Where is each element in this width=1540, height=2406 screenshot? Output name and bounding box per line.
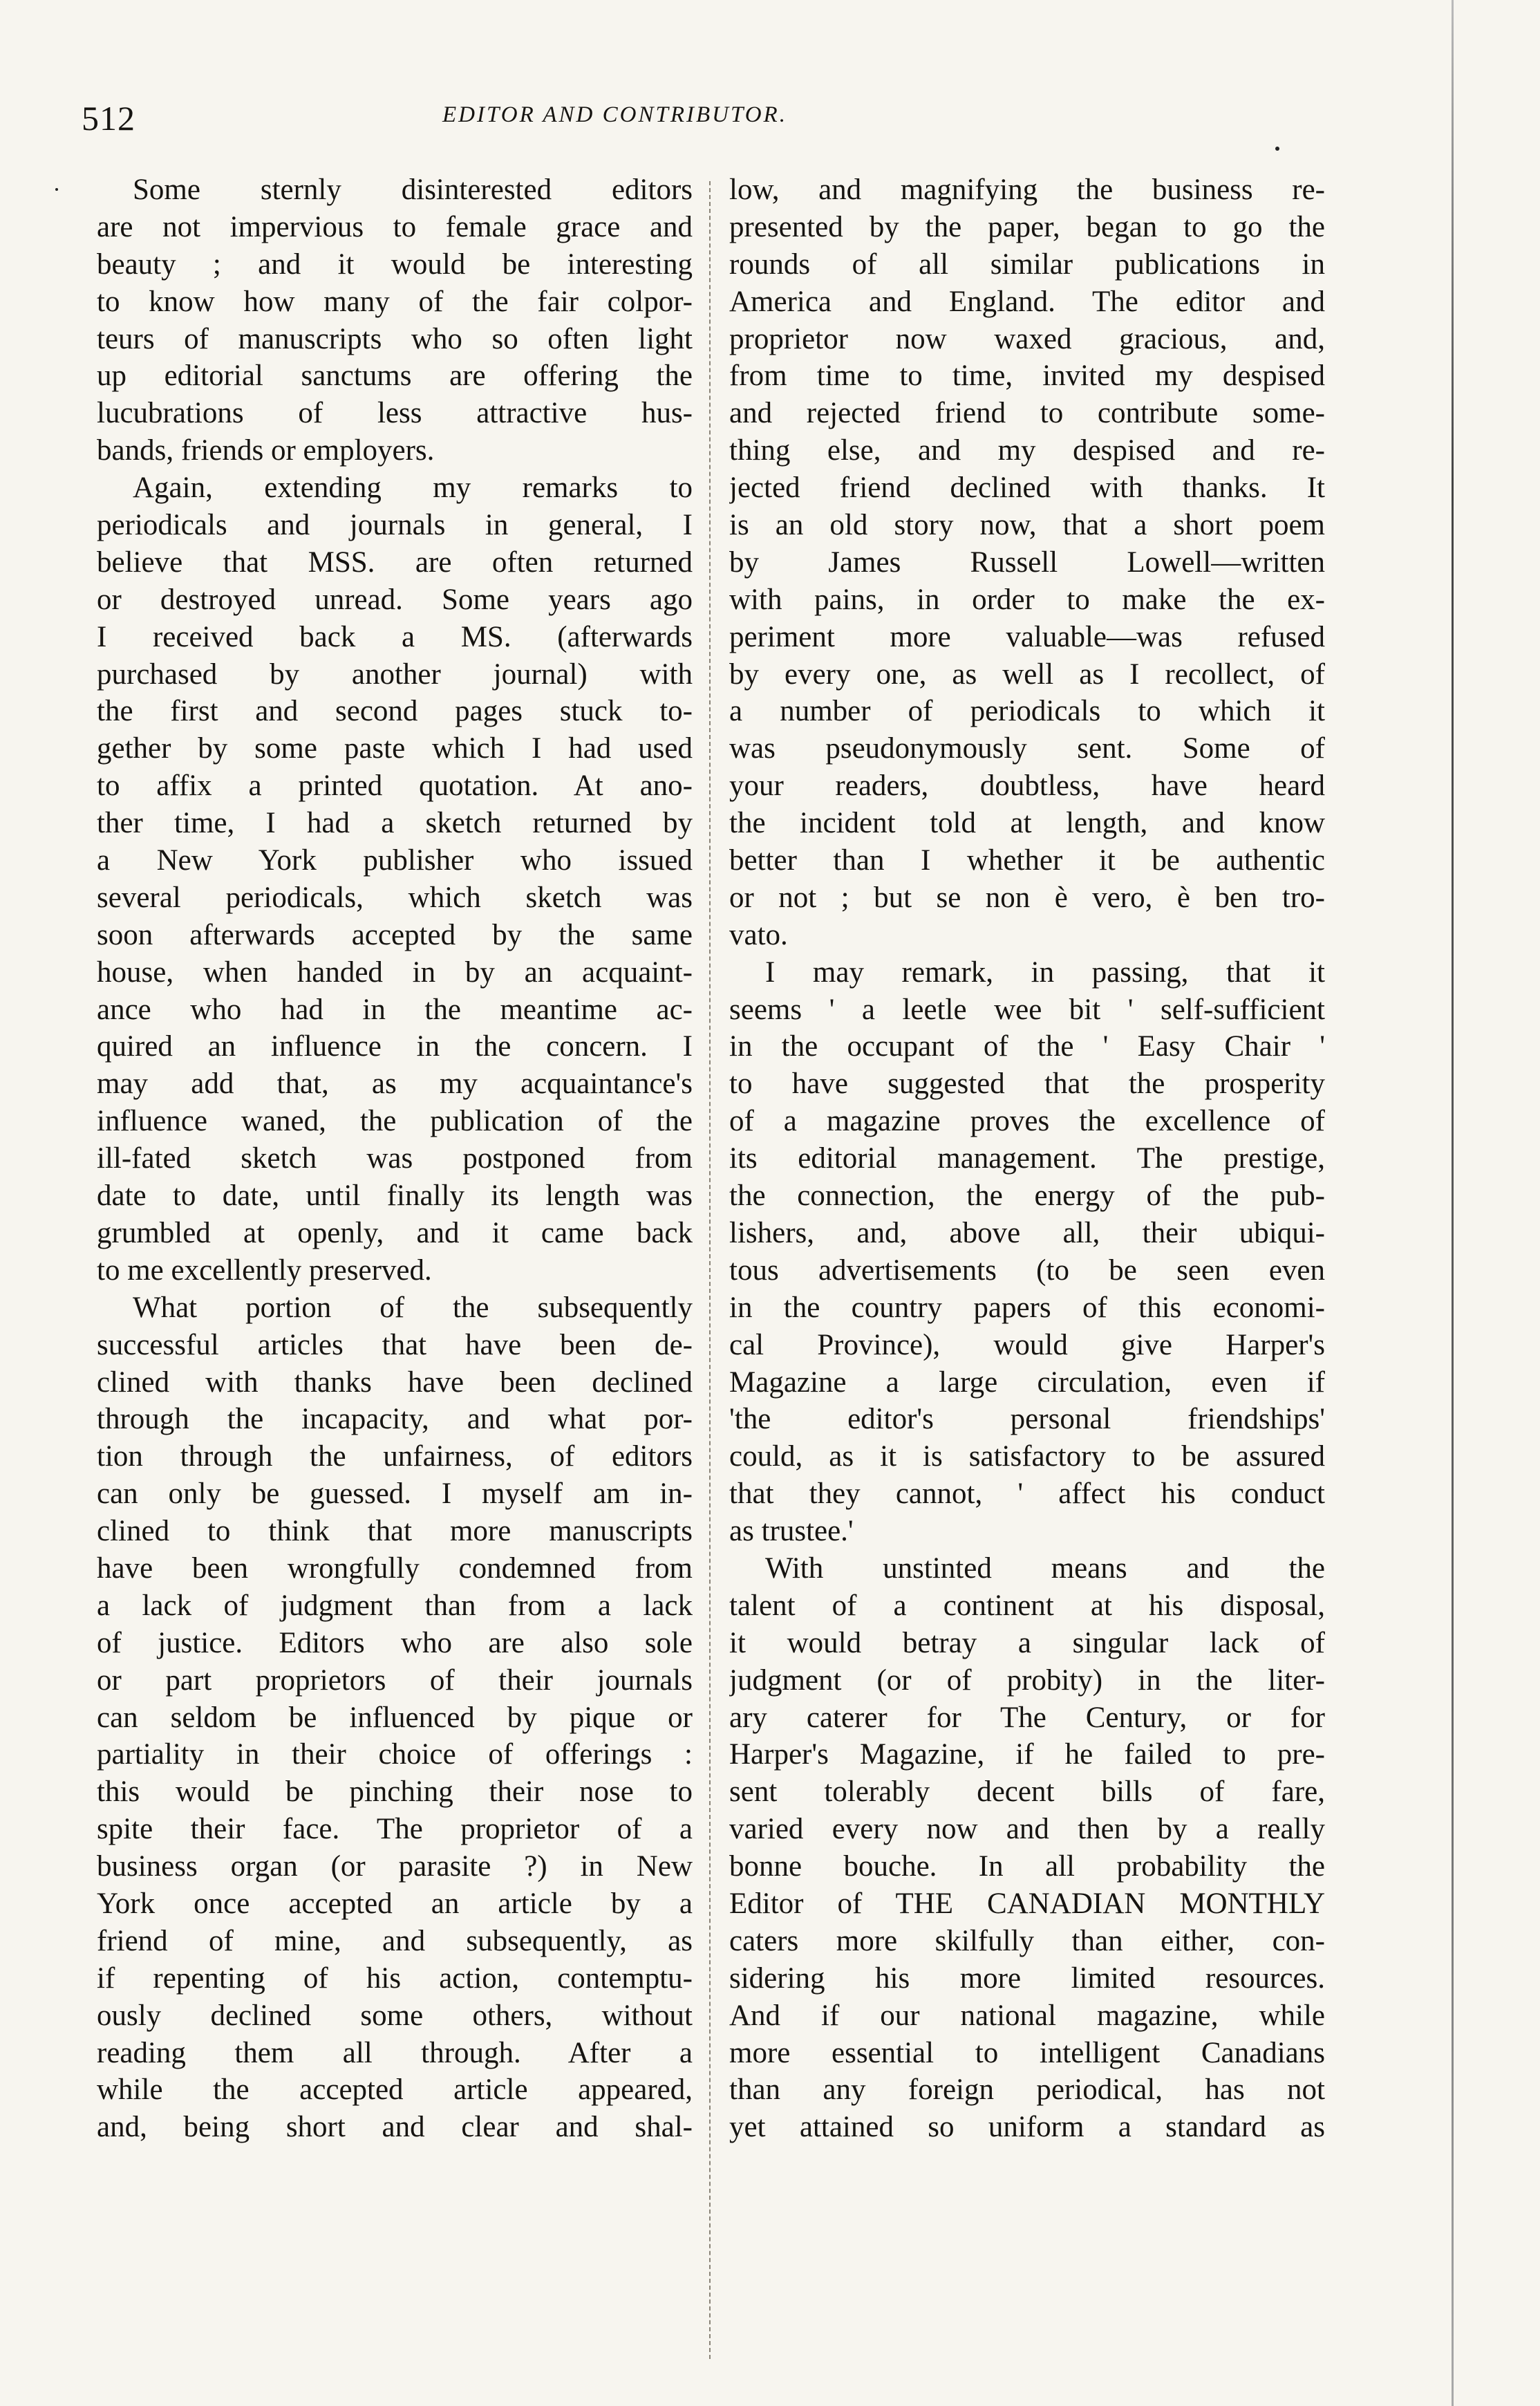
column-rule [709, 181, 711, 2359]
text-line: date to date, until finally its length was [97, 1179, 693, 1213]
text-line: or destroyed unread. Some years ago [97, 583, 693, 616]
text-line: clined with thanks have been declined [97, 1365, 693, 1399]
text-line: can seldom be influenced by pique or [97, 1701, 693, 1734]
text-line: 'the editor's personal friendships' [729, 1403, 1325, 1436]
text-line: ously declined some others, without [97, 1999, 693, 2032]
text-line: What portion of the subsequently [133, 1291, 693, 1324]
text-line: teurs of manuscripts who so often light [97, 322, 693, 355]
text-line: periment more valuable—was refused [729, 620, 1325, 653]
text-line: successful articles that have been de- [97, 1328, 693, 1361]
text-line: is an old story now, that a short poem [729, 509, 1325, 542]
text-line: presented by the paper, began to go the [729, 210, 1325, 243]
text-line: Editor of THE CANADIAN MONTHLY [729, 1887, 1325, 1920]
text-line: sidering his more limited resources. [729, 1961, 1325, 1995]
text-line: than any foreign periodical, has not [729, 2073, 1325, 2107]
text-line: vato. [729, 918, 788, 951]
text-line: from time to time, invited my despised [729, 360, 1325, 393]
text-line: friend of mine, and subsequently, as [97, 1924, 693, 1957]
text-line: can only be guessed. I myself am in- [97, 1477, 693, 1511]
text-line: beauty ; and it would be interesting [97, 248, 693, 281]
text-line: lishers, and, above all, their ubiqui- [729, 1216, 1325, 1249]
text-line: house, when handed in by an acquaint- [97, 955, 693, 989]
text-line: through the incapacity, and what por- [97, 1403, 693, 1436]
text-line: in the occupant of the ' Easy Chair ' [729, 1030, 1325, 1063]
text-line: varied every now and then by a really [729, 1813, 1325, 1846]
text-line: the incident told at length, and know [729, 807, 1325, 840]
text-line: periodicals and journals in general, I [97, 509, 693, 542]
text-line: jected friend declined with thanks. It [729, 472, 1325, 505]
print-speck [55, 188, 58, 191]
text-line: spite their face. The proprietor of a [97, 1813, 693, 1846]
text-line: was pseudonymously sent. Some of [729, 732, 1325, 765]
text-line: I may remark, in passing, that it [765, 955, 1325, 989]
text-line: bonne bouche. In all probability the [729, 1850, 1325, 1883]
text-line: sent tolerably decent bills of fare, [729, 1775, 1325, 1809]
text-line: thing else, and my despised and re- [729, 434, 1325, 467]
text-line: while the accepted article appeared, [97, 2073, 693, 2107]
text-line: by every one, as well as I recollect, of [729, 658, 1325, 691]
text-line: bands, friends or employers. [97, 434, 435, 467]
text-line: of justice. Editors who are also sole [97, 1626, 693, 1659]
left-column [97, 171, 693, 2146]
text-line: I received back a MS. (afterwards [97, 620, 693, 653]
text-line: judgment (or of probity) in the liter- [729, 1663, 1325, 1697]
text-line: believe that MSS. are often returned [97, 545, 693, 579]
text-line: of a magazine proves the excellence of [729, 1105, 1325, 1138]
text-line: the first and second pages stuck to- [97, 695, 693, 728]
text-line: caters more skilfully than either, con- [729, 1924, 1325, 1957]
text-line: business organ (or parasite ?) in New [97, 1850, 693, 1883]
text-line: this would be pinching their nose to [97, 1775, 693, 1809]
text-line: yet attained so uniform a standard as [729, 2111, 1325, 2144]
text-line: quired an influence in the concern. I [97, 1030, 693, 1063]
text-line: reading them all through. After a [97, 2036, 693, 2069]
text-line: ill-fated sketch was postponed from [97, 1142, 693, 1175]
text-line: several periodicals, which sketch was [97, 881, 693, 914]
text-line: the connection, the energy of the pub- [729, 1179, 1325, 1213]
text-line: Some sternly disinterested editors [133, 174, 693, 206]
text-line: gether by some paste which I had used [97, 732, 693, 765]
page-number: 512 [82, 99, 135, 138]
text-line: better than I whether it be authentic [729, 844, 1325, 877]
text-line: your readers, doubtless, have heard [729, 770, 1325, 803]
print-speck [1275, 147, 1279, 151]
text-line: Again, extending my remarks to [133, 472, 693, 505]
text-line: Harper's Magazine, if he failed to pre- [729, 1738, 1325, 1771]
text-line: more essential to intelligent Canadians [729, 2036, 1325, 2069]
text-line: cal Province), would give Harper's [729, 1328, 1325, 1361]
text-line: up editorial sanctums are offering the [97, 360, 693, 393]
text-line: ther time, I had a sketch returned by [97, 807, 693, 840]
text-line: Magazine a large circulation, even if [729, 1365, 1325, 1399]
text-line: seems ' a leetle wee bit ' self-sufficient [729, 993, 1325, 1026]
text-line: And if our national magazine, while [729, 1999, 1325, 2032]
text-line: or not ; but se non è vero, è ben tro- [729, 881, 1325, 914]
text-line: tion through the unfairness, of editors [97, 1440, 693, 1473]
text-line: as trustee.' [729, 1515, 854, 1548]
right-column [729, 171, 1325, 2146]
text-line: in the country papers of this economi- [729, 1291, 1325, 1324]
text-line: have been wrongfully condemned from [97, 1551, 693, 1585]
text-line: it would betray a singular lack of [729, 1626, 1325, 1659]
text-line: a lack of judgment than from a lack [97, 1589, 693, 1622]
text-line: ance who had in the meantime ac- [97, 993, 693, 1026]
text-line: are not impervious to female grace and [97, 210, 693, 243]
text-line: to me excellently preserved. [97, 1253, 432, 1287]
text-line: York once accepted an article by a [97, 1887, 693, 1920]
text-line: purchased by another journal) with [97, 658, 693, 691]
text-line: low, and magnifying the business re- [729, 174, 1325, 206]
text-line: could, as it is satisfactory to be assured [729, 1440, 1325, 1473]
text-line: lucubrations of less attractive hus- [97, 397, 693, 430]
text-line: soon afterwards accepted by the same [97, 918, 693, 951]
text-line: and rejected friend to contribute some- [729, 397, 1325, 430]
text-line: to affix a printed quotation. At ano- [97, 770, 693, 803]
text-line: influence waned, the publication of the [97, 1105, 693, 1138]
text-line: its editorial management. The prestige, [729, 1142, 1325, 1175]
text-line: to have suggested that the prosperity [729, 1067, 1325, 1101]
text-line: ary caterer for The Century, or for [729, 1701, 1325, 1734]
page-edge-rule [1452, 0, 1454, 2406]
text-line: America and England. The editor and [729, 285, 1325, 318]
text-line: and, being short and clear and shal- [97, 2111, 693, 2144]
text-line: if repenting of his action, contemptu- [97, 1961, 693, 1995]
text-line: or part proprietors of their journals [97, 1663, 693, 1697]
text-line: proprietor now waxed gracious, and, [729, 322, 1325, 355]
text-line: by James Russell Lowell—written [729, 545, 1325, 579]
text-line: clined to think that more manuscripts [97, 1515, 693, 1548]
text-line: a number of periodicals to which it [729, 695, 1325, 728]
text-line: tous advertisements (to be seen even [729, 1253, 1325, 1287]
text-line: partiality in their choice of offerings : [97, 1738, 693, 1771]
text-line: may add that, as my acquaintance's [97, 1067, 693, 1101]
text-line: with pains, in order to make the ex- [729, 583, 1325, 616]
text-line: With unstinted means and the [765, 1551, 1325, 1585]
text-line: grumbled at openly, and it came back [97, 1216, 693, 1249]
running-head: EDITOR AND CONTRIBUTOR. [442, 102, 787, 127]
text-line: to know how many of the fair colpor- [97, 285, 693, 318]
text-line: rounds of all similar publications in [729, 248, 1325, 281]
text-line: that they cannot, ' affect his conduct [729, 1477, 1325, 1511]
text-line: talent of a continent at his disposal, [729, 1589, 1325, 1622]
text-line: a New York publisher who issued [97, 844, 693, 877]
